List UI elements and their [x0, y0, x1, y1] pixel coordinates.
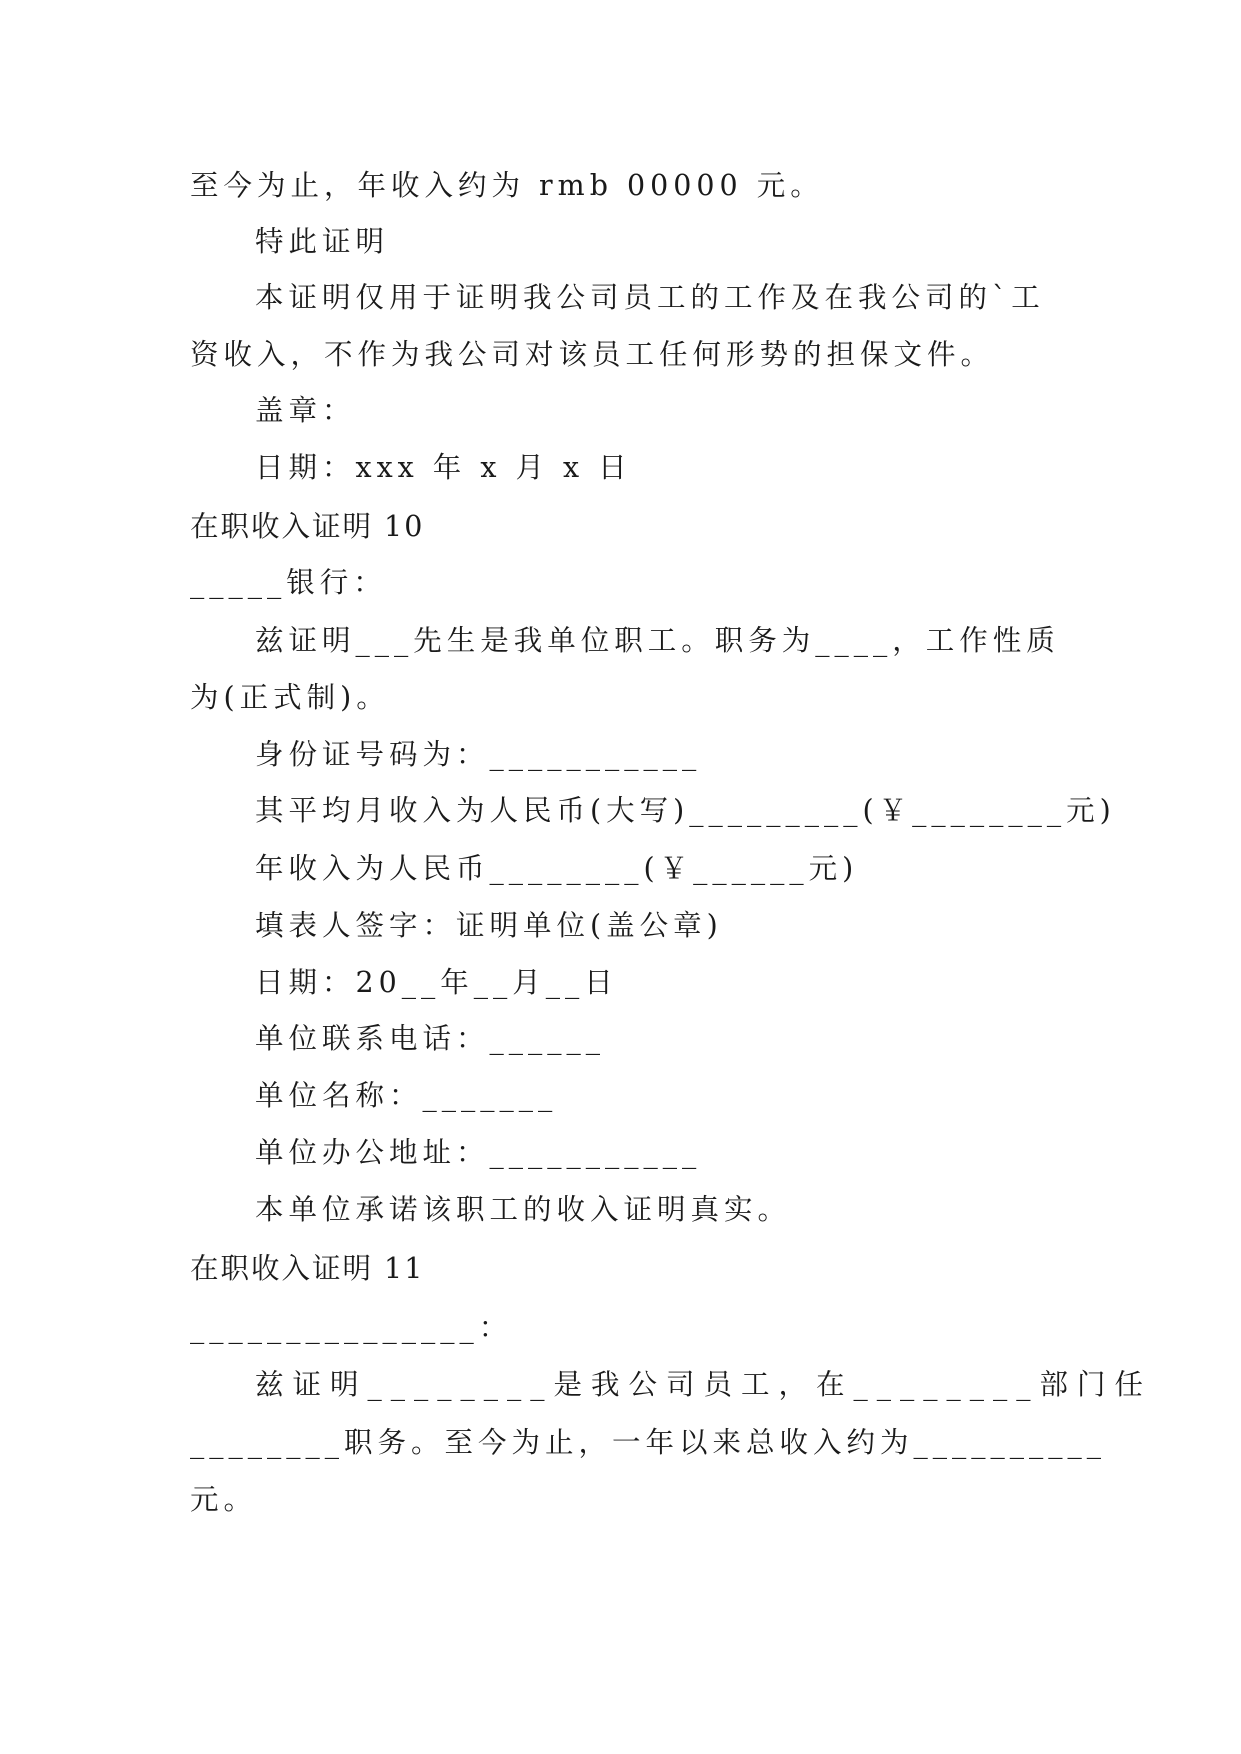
addressee-blank-line: _______________： [190, 1311, 513, 1344]
hereby-certify-line: 特此证明 [255, 225, 390, 258]
signature-line: 填表人签字：证明单位(盖公章) [255, 909, 723, 942]
annual-income-line: 年收入为人民币________(￥______元) [255, 852, 859, 885]
company-certify-line-3: 元。 [190, 1483, 258, 1516]
unit-address-line: 单位办公地址：___________ [255, 1136, 702, 1169]
income-statement-line: 至今为止，年收入约为 rmb 00000 元。 [190, 169, 824, 202]
section-title-10: 在职收入证明 10 [190, 510, 425, 543]
company-certify-line-1: 兹证明________是我公司员工，在________部门任 [255, 1368, 1153, 1401]
company-certify-line-2: ________职务。至今为止，一年以来总收入约为__________ [190, 1426, 1107, 1459]
date-line: 日期：xxx 年 x 月 x 日 [255, 451, 632, 484]
section-title-11: 在职收入证明 11 [190, 1252, 425, 1285]
bank-addressee-line: _____银行： [190, 566, 387, 599]
date-blank-line: 日期：20__年__月__日 [255, 966, 618, 999]
purpose-line-1: 本证明仅用于证明我公司员工的工作及在我公司的`工 [255, 281, 1045, 314]
employee-certify-line-2: 为(正式制)。 [190, 681, 390, 714]
id-number-line: 身份证号码为：___________ [255, 738, 702, 771]
unit-name-line: 单位名称：_______ [255, 1079, 558, 1112]
commitment-line: 本单位承诺该职工的收入证明真实。 [255, 1193, 792, 1226]
purpose-line-2: 资收入，不作为我公司对该员工任何形势的担保文件。 [190, 338, 995, 371]
monthly-income-line: 其平均月收入为人民币(大写)_________(￥________元) [255, 794, 1116, 827]
employee-certify-line-1: 兹证明___先生是我单位职工。职务为____，工作性质 [255, 624, 1060, 657]
unit-phone-line: 单位联系电话：______ [255, 1022, 606, 1055]
seal-line: 盖章： [255, 394, 356, 427]
